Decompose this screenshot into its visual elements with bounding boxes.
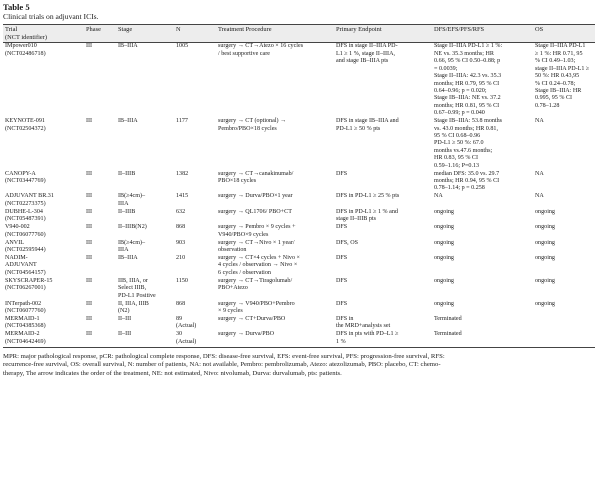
cell-line: SKYSCRAPER-15 [5,277,53,284]
cell-line: IB–IIIA [118,43,138,50]
cell-line: NA [535,193,544,200]
header-line: Phase [86,26,101,33]
endpoint-cell [334,43,432,118]
cell-line: V940-002 [5,224,30,231]
dfs-cell [432,255,533,278]
phase-cell [84,224,116,239]
n-cell [174,300,216,315]
cell-line: surgery → CT→canakinumab/ [218,170,294,177]
clinical-trials-table [3,24,595,348]
cell-line: months vs.47.6 months; [434,147,493,154]
table-row [3,43,595,118]
cell-line: 632 [176,208,186,215]
stage-cell [116,170,174,193]
os-cell [533,316,595,331]
cell-line: surgery → Durva/PBO [218,331,275,338]
cell-line: DFS in stage IB–IIIA and [336,118,399,125]
cell-line: × 9 cycles [218,308,243,315]
cell-line: Stage IB–IIIA: HR [535,87,582,94]
treatment-cell [216,193,334,208]
header-row [3,25,595,43]
cell-line: ongoing [434,239,454,246]
treatment-cell [216,224,334,239]
cell-line: surgery → CT (optional) → [218,118,287,125]
cell-line: ongoing [434,208,454,215]
cell-line: II, IIIA, IIIB [118,300,149,307]
endpoint-cell [334,255,432,278]
cell-line: INTerpath-002 [5,300,42,307]
trial-cell [3,331,84,347]
cell-line: 868 [176,224,186,231]
cell-line: surgery → QL1706/ PBO+CT [218,208,292,215]
n-cell [174,193,216,208]
cell-line: III [86,316,93,323]
os-cell [533,300,595,315]
stage-cell [116,255,174,278]
cell-line: (N2) [118,308,130,315]
endpoint-cell [334,118,432,170]
cell-line: 1415 [176,193,189,200]
cell-line: DFS, OS [336,239,359,246]
cell-line: III [86,239,93,246]
cell-line: 0.64–0.96; p = 0.020; [434,87,487,94]
header-trial [3,25,84,43]
table-row [3,209,595,224]
cell-line: (NCT03447769) [5,177,46,184]
cell-line: NE vs. 35.3 months; HR [434,50,494,57]
cell-line: (NCT04385368) [5,323,46,330]
cell-line: months; HR 0.81, 95 % CI [434,102,500,109]
endpoint-cell [334,278,432,301]
cell-line: (NCT05487391) [5,216,46,223]
footnote-line: recurrence-free survival, OS: overall survival, N: number of patients, NA: not available, Pembro: pembrolizumab, Atezo: atezolizumab, PBO: placebo, CT: chemo- [3,361,441,369]
cell-line: ADJUVANT [5,262,37,269]
endpoint-cell [334,239,432,254]
cell-line: (NCT02486718) [5,50,46,57]
cell-line: PD-L1 Positive [118,292,156,299]
trial-cell [3,300,84,315]
cell-line: DFS [336,255,348,262]
header-treatment [216,25,334,43]
cell-line: Stage II–IIIA PD-L1 [535,43,586,50]
table-row [3,300,595,315]
table-header [3,25,595,43]
cell-line: DFS [336,300,348,307]
header-phase [84,25,116,43]
cell-line: IIIA [118,247,129,254]
cell-line: PD-L1 ≥ 50 %: 67.0 [434,140,484,147]
cell-line: IMpower010 [5,43,37,50]
header-line: OS [535,26,544,33]
table-footnote [3,353,593,379]
trial-cell [3,316,84,331]
os-cell [533,239,595,254]
cell-line: 0.995, 95 % CI [535,95,573,102]
treatment-cell [216,239,334,254]
table-row [3,316,595,331]
header-line: Primary Endpoint [336,26,382,33]
cell-line: DFS in PD-L1 ≥ 25 % pts [336,193,400,200]
n-cell [174,316,216,331]
table-row [3,118,595,170]
header-line: Trial [5,26,18,33]
cell-line: surgery → CT+Durva/PBO [218,316,286,323]
dfs-cell [432,118,533,170]
cell-line: 89 [176,316,183,323]
header-dfs [432,25,533,43]
endpoint-cell [334,193,432,208]
n-cell [174,43,216,118]
header-line: DFS/EFS/PFS/RFS [434,26,485,33]
endpoint-cell [334,316,432,331]
dfs-cell [432,224,533,239]
cell-line: NADIM- [5,255,28,262]
cell-line: 0.66, 95 % CI 0.50–0.88; p [434,58,501,65]
cell-line: KEYNOTE-091 [5,118,45,125]
endpoint-cell [334,300,432,315]
cell-line: 868 [176,300,186,307]
cell-line: (NCT06077760) [5,231,46,238]
treatment-cell [216,278,334,301]
header-stage [116,25,174,43]
stage-cell [116,209,174,224]
cell-line: DFS in [336,316,354,323]
cell-line: ongoing [434,255,454,262]
cell-line: (NCT02504372) [5,125,46,132]
phase-cell [84,255,116,278]
cell-line: months; HR 0.79, 95 % CI [434,80,500,87]
n-cell [174,170,216,193]
cell-line: surgery → CT→Atezo × 16 cycles [218,43,304,50]
stage-cell [116,316,174,331]
os-cell [533,209,595,224]
cell-line: DFS in pts with PD–L1 ≥ [336,331,399,338]
cell-line: % CI 0.49–1.03; [535,58,576,65]
cell-line: 903 [176,239,186,246]
os-cell [533,118,595,170]
os-cell [533,255,595,278]
cell-line: II–IIIB [118,170,136,177]
cell-line: II–IIIB(N2) [118,224,147,231]
header-os [533,25,595,43]
endpoint-cell [334,209,432,224]
n-cell [174,239,216,254]
cell-line: ongoing [535,239,555,246]
cell-line: II–III [118,316,132,323]
cell-line: surgery → Durva/PBO×1 year [218,193,293,200]
cell-line: 95 % CI 0.68–0.96 [434,132,481,139]
cell-line: Stage II–IIIA: 42.3 vs. 35.3 [434,73,502,80]
treatment-cell [216,118,334,170]
cell-line: IB–IIIA [118,118,138,125]
os-cell [533,278,595,301]
dfs-cell [432,170,533,193]
table-body [3,43,595,347]
cell-line: NA [535,118,544,125]
cell-line: 1150 [176,277,188,284]
cell-line: III [86,331,93,338]
cell-line: III [86,170,93,177]
phase-cell [84,118,116,170]
header-line: (NCT identifier) [5,33,47,41]
endpoint-cell [334,224,432,239]
phase-cell [84,170,116,193]
os-cell [533,193,595,208]
cell-line: PBO+Atezo [218,285,248,292]
treatment-cell [216,170,334,193]
cell-line: II–III [118,331,132,338]
n-cell [174,118,216,170]
cell-line: the MRD+analysis set [336,323,391,330]
cell-line: (NCT02273375) [5,200,46,207]
cell-line: surgery → V940/PBO+Pembro [218,300,295,307]
cell-line: L1 ≥ 1 %, stage II–IIIA, [336,50,396,57]
treatment-cell [216,331,334,347]
stage-cell [116,193,174,208]
endpoint-cell [334,331,432,347]
cell-line: (NCT04564157) [5,269,46,276]
os-cell [533,43,595,118]
cell-line: 1 % [336,338,346,345]
cell-line: and stage IB–IIIA pts [336,58,389,65]
cell-line: HR 0.83, 95 % CI [434,155,479,162]
os-cell [533,331,595,347]
cell-line: surgery → CT×4 cycles + Nivo × [218,255,300,262]
cell-line: stage II–IIIB pts [336,216,376,223]
cell-line: DFS [336,170,348,177]
document [3,2,595,379]
cell-line: NA [535,170,544,177]
stage-cell [116,239,174,254]
cell-line: II–IIIB [118,208,136,215]
phase-cell [84,316,116,331]
cell-line: III [86,43,93,50]
cell-line: III [86,118,93,125]
cell-line: 1382 [176,170,189,177]
cell-line: III [86,255,93,262]
header-n [174,25,216,43]
cell-line: ANVIL [5,239,24,246]
cell-line: (NCT06077760) [5,308,46,315]
cell-line: Select IIIB, [118,285,147,292]
cell-line: vs. 43.0 months; HR 0.81, [434,125,498,132]
cell-line: median DFS: 35.0 vs. 29.7 [434,170,500,177]
cell-line: PBO×18 cycles [218,177,257,184]
cell-line: = 0.0039; [434,65,458,72]
cell-line: III [86,208,93,215]
stage-cell [116,278,174,301]
phase-cell [84,209,116,224]
header-endpoint [334,25,432,43]
cell-line: stage II–IIIA PD-L1 ≥ [535,65,590,72]
phase-cell [84,193,116,208]
cell-line: III [86,224,93,231]
treatment-cell [216,300,334,315]
cell-line: 210 [176,255,186,262]
cell-line: (Actual) [176,338,197,345]
phase-cell [84,239,116,254]
cell-line: ongoing [535,277,555,284]
cell-line: MERMAID-2 [5,331,40,338]
trial-cell [3,118,84,170]
cell-line: 1177 [176,118,188,125]
n-cell [174,255,216,278]
phase-cell [84,331,116,347]
cell-line: ADJUVANT BR.31 [5,193,54,200]
cell-line: III [86,193,93,200]
treatment-cell [216,209,334,224]
endpoint-cell [334,170,432,193]
cell-line: Stage II–IIIA PD-L1 ≥ 1 %: [434,43,503,50]
stage-cell [116,118,174,170]
header-line: N [176,26,181,33]
cell-line: CANOPY-A [5,170,36,177]
trial-cell [3,193,84,208]
cell-line: IB(≥4cm)– [118,193,146,200]
cell-line: DFS [336,277,348,284]
phase-cell [84,300,116,315]
trial-cell [3,170,84,193]
cell-line: 6 cycles / observation [218,269,271,276]
table-row [3,331,595,347]
cell-line: 0.67–0.99; p = 0.040 [434,110,485,117]
cell-line: ongoing [535,208,555,215]
trial-cell [3,43,84,118]
cell-line: / best supportive care [218,50,270,57]
dfs-cell [432,316,533,331]
cell-line: NA [434,193,443,200]
cell-line: ongoing [434,300,454,307]
cell-line: 1005 [176,43,189,50]
cell-line: observation [218,247,247,254]
cell-line: 0.78–1.14; p = 0.258 [434,185,485,192]
cell-line: Stage IB–IIIA: NE vs. 37.2 [434,95,501,102]
table-row [3,193,595,208]
trial-cell [3,239,84,254]
cell-line: surgery → CT→Nivo × 1 year/ [218,239,295,246]
table-row [3,170,595,193]
cell-line: MERMAID-1 [5,316,40,323]
cell-line: ≥ 1 %: HR 0.71, 95 [535,50,583,57]
trial-cell [3,209,84,224]
dfs-cell [432,331,533,347]
n-cell [174,209,216,224]
header-line: Stage [118,26,133,33]
cell-line: Pembro/PBO×18 cycles [218,125,277,132]
cell-line: ongoing [535,300,555,307]
stage-cell [116,43,174,118]
cell-line: IIIA [118,200,129,207]
trial-cell [3,255,84,278]
cell-line: (Actual) [176,323,197,330]
treatment-cell [216,255,334,278]
header-line: Treatment Procedure [218,26,272,33]
dfs-cell [432,239,533,254]
cell-line: ongoing [434,224,454,231]
os-cell [533,224,595,239]
table-row [3,224,595,239]
cell-line: DFS [336,224,348,231]
cell-line: 30 [176,331,183,338]
cell-line: III [86,300,93,307]
table-row [3,255,595,278]
dfs-cell [432,278,533,301]
table-label: Table 5 [3,2,30,12]
n-cell [174,331,216,347]
table-caption: Clinical trials on adjuvant ICIs. [3,12,99,21]
cell-line: 0.59–1.16; P=0.13 [434,162,480,169]
cell-line: Terminated [434,316,462,323]
trial-cell [3,278,84,301]
cell-line: 0.78–1.28 [535,102,560,109]
stage-cell [116,300,174,315]
stage-cell [116,224,174,239]
treatment-cell [216,316,334,331]
n-cell [174,278,216,301]
cell-line: DFS in PD-L1 ≥ 1 % and [336,208,398,215]
cell-line: 50 %: HR 0.43,95 [535,73,580,80]
trial-cell [3,224,84,239]
cell-line: DUBHE-L-304 [5,208,43,215]
cell-line: PD-L1 ≥ 50 % pts [336,125,381,132]
table-row [3,278,595,301]
cell-line: Stage IB–IIIA: 53.8 months [434,118,503,125]
cell-line: ongoing [434,277,454,284]
n-cell [174,224,216,239]
cell-line: ongoing [535,255,555,262]
cell-line: V940/PBO×9 cycles [218,231,269,238]
os-cell [533,170,595,193]
footnote-line: therapy, The arrow indicates the order of the treatment, NE: not estimated, Nivo: nivolumab, Durva: durvalumab, pts: patients. [3,370,342,378]
cell-line: 4 cycles / observation → Nivo × [218,262,298,269]
cell-line: (NCT02595944) [5,247,46,254]
cell-line: III [86,277,93,284]
dfs-cell [432,209,533,224]
dfs-cell [432,193,533,208]
footnote-line: MPR: major pathological response, pCR: pathological complete response, DFS: disease-free survival, EFS: event-free survival, PFS: progression-free survival, RFS: [3,352,445,360]
cell-line: IIB, IIIA, or [118,277,148,284]
cell-line: surgery → CT→Tiragolumab/ [218,277,293,284]
phase-cell [84,43,116,118]
cell-line: IB(≥4cm)– [118,239,146,246]
cell-line: % CI 0.24–0.78; [535,80,576,87]
dfs-cell [432,43,533,118]
cell-line: Terminated [434,331,462,338]
cell-line: ongoing [535,224,555,231]
cell-line: (NCT06267001) [5,285,46,292]
table-row [3,239,595,254]
cell-line: months; HR 0.94, 95 % CI [434,177,500,184]
phase-cell [84,278,116,301]
cell-line: DFS in stage II–IIIA PD- [336,43,398,50]
cell-line: (NCT04642469) [5,338,46,345]
cell-line: IB–IIIA [118,255,138,262]
cell-line: surgery → Pembro × 9 cycles + [218,224,296,231]
treatment-cell [216,43,334,118]
stage-cell [116,331,174,347]
dfs-cell [432,300,533,315]
